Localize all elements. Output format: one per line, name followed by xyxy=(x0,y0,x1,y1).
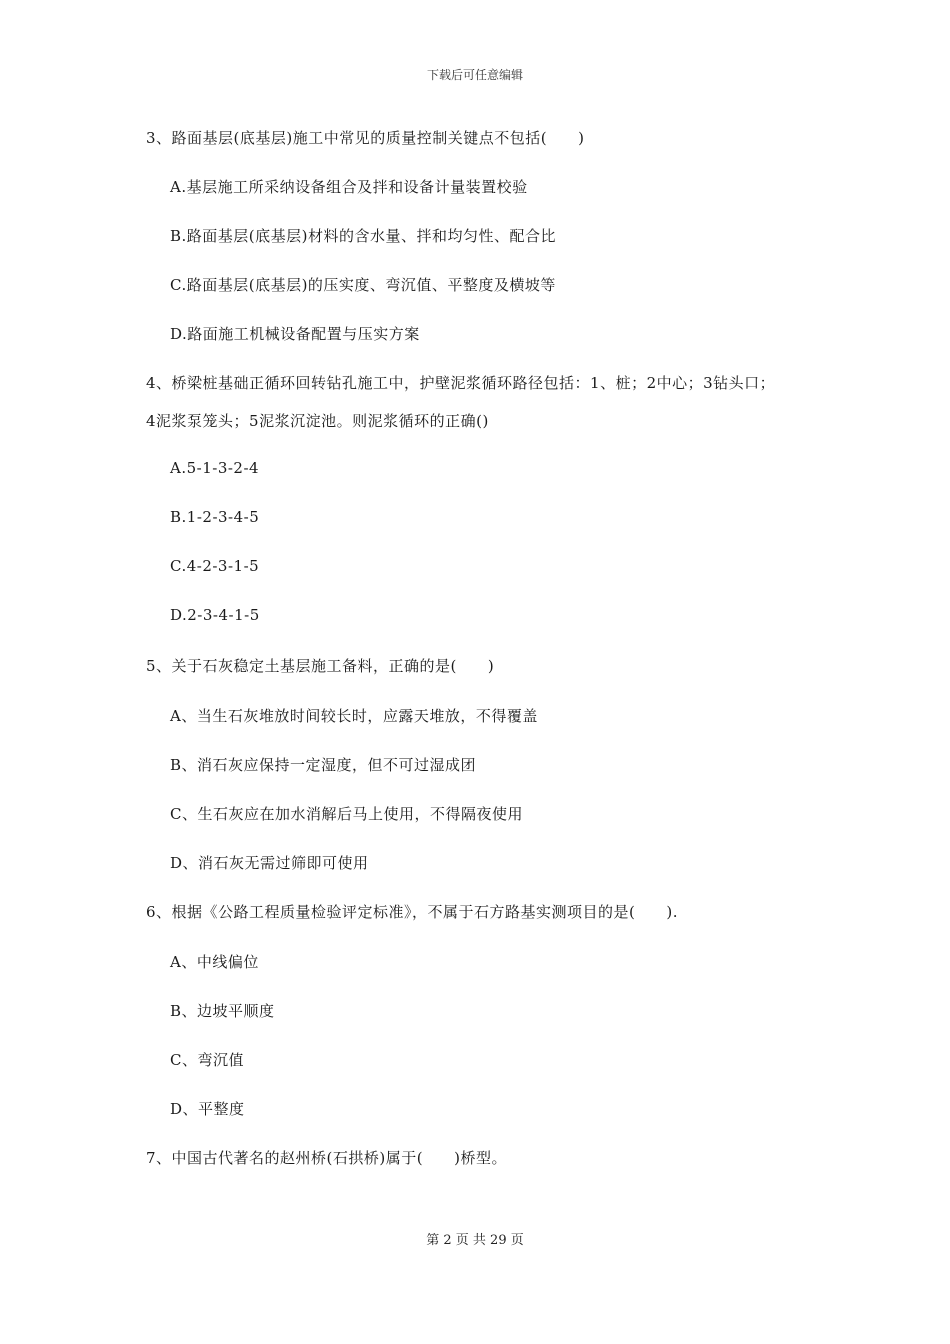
question-7-stem: 7、中国古代著名的赵州桥(石拱桥)属于( )桥型。 xyxy=(146,1149,507,1167)
question-5-option-b: B、消石灰应保持一定湿度，但不可过湿成团 xyxy=(170,756,477,774)
question-4-option-c: C.4-2-3-1-5 xyxy=(170,557,260,575)
question-3-option-d: D.路面施工机械设备配置与压实方案 xyxy=(170,325,420,343)
question-6-option-b: B、边坡平顺度 xyxy=(170,1002,275,1020)
question-3-option-c: C.路面基层(底基层)的压实度、弯沉值、平整度及横坡等 xyxy=(170,276,556,294)
question-4-option-d: D.2-3-4-1-5 xyxy=(170,606,260,624)
question-6-stem: 6、根据《公路工程质量检验评定标准》，不属于石方路基实测项目的是( ). xyxy=(146,903,679,921)
question-6-option-c: C、弯沉值 xyxy=(170,1051,244,1069)
question-4-option-b: B.1-2-3-4-5 xyxy=(170,508,260,526)
page-header: 下载后可任意编辑 xyxy=(426,68,523,82)
page-footer: 第 2 页 共 29 页 xyxy=(426,1233,524,1248)
question-5-option-a: A、当生石灰堆放时间较长时，应露天堆放，不得覆盖 xyxy=(170,707,538,725)
question-3-option-a: A.基层施工所采纳设备组合及拌和设备计量装置校验 xyxy=(170,178,528,196)
question-6-option-d: D、平整度 xyxy=(170,1100,245,1118)
question-3-option-b: B.路面基层(底基层)材料的含水量、拌和均匀性、配合比 xyxy=(170,227,556,245)
question-3-stem: 3、路面基层(底基层)施工中常见的质量控制关键点不包括( ) xyxy=(146,129,585,147)
question-6-option-a: A、中线偏位 xyxy=(170,953,259,971)
question-4-option-a: A.5-1-3-2-4 xyxy=(170,459,260,477)
question-4-stem-line-1: 4、桥梁桩基础正循环回转钻孔施工中，护壁泥浆循环路径包括：1、桩；2中心；3钻头口； xyxy=(146,374,776,392)
question-5-stem: 5、关于石灰稳定土基层施工备料，正确的是( ) xyxy=(146,657,495,675)
question-5-option-d: D、消石灰无需过筛即可使用 xyxy=(170,854,369,872)
question-4-stem-line-2: 4泥浆泵笼头；5泥浆沉淀池。则泥浆循环的正确() xyxy=(146,412,489,430)
question-5-option-c: C、生石灰应在加水消解后马上使用，不得隔夜使用 xyxy=(170,805,523,823)
